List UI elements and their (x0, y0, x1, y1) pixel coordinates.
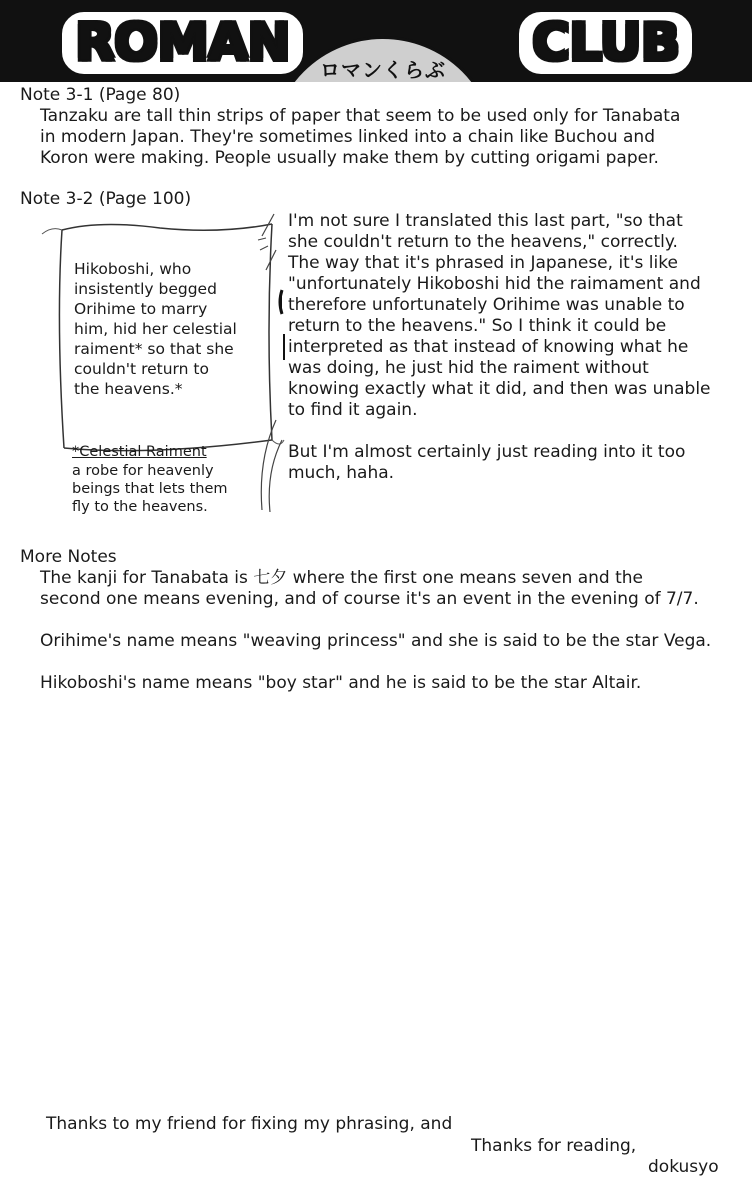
footnote-line: fly to the heavens. (72, 499, 208, 515)
note2-body-line: return to the heavens." So I think it could be (288, 316, 667, 336)
closing-line: Thanks to my friend for fixing my phrasing, and (46, 1114, 453, 1134)
more-notes-line: Hikoboshi's name means "boy star" and he is said to be the star Altair. (40, 673, 642, 693)
note2-body-line: to find it again. (288, 400, 418, 420)
banner-subtitle: ロマンくらぶ (320, 58, 446, 82)
note2-body-line: The way that it's phrased in Japanese, it's like (288, 253, 678, 273)
scroll-line: insistently begged (74, 280, 217, 298)
logo-club: CLUB (519, 12, 692, 74)
more-notes-line: The kanji for Tanabata is 七夕 where the first one means seven and the (40, 568, 644, 588)
note2-body-line: I'm not sure I translated this last part, "so that (288, 211, 683, 231)
note1-heading: Note 3-1 (Page 80) (20, 85, 181, 105)
scroll-line: couldn't return to (74, 360, 209, 378)
note2-body-line: knowing exactly what it did, and then was unable (288, 379, 711, 399)
footnote-line: beings that lets them (72, 481, 228, 497)
signature: dokusyo (648, 1157, 719, 1177)
scroll-line: raiment* so that she (74, 340, 234, 358)
note2-body-line: she couldn't return to the heavens," correctly. (288, 232, 678, 252)
closing-line: Thanks for reading, (471, 1136, 637, 1156)
note2-body2-line: But I'm almost certainly just reading into it too (288, 442, 686, 462)
note2-body-line: was doing, he just hid the raiment without (288, 358, 649, 378)
more-notes-line: Orihime's name means "weaving princess" and she is said to be the star Vega. (40, 631, 712, 651)
footnote-line: a robe for heavenly (72, 463, 214, 479)
scroll-line: him, hid her celestial (74, 320, 237, 338)
note1-line: in modern Japan. They're sometimes linked into a chain like Buchou and (40, 127, 655, 147)
note1-line: Tanzaku are tall thin strips of paper that seem to be used only for Tanabata (40, 106, 681, 126)
scroll-line: Hikoboshi, who (74, 260, 192, 278)
scroll-line: the heavens.* (74, 380, 183, 398)
note1-line: Koron were making. People usually make them by cutting origami paper. (40, 148, 659, 168)
more-notes-line: second one means evening, and of course it's an event in the evening of 7/7. (40, 589, 699, 609)
note2-heading: Note 3-2 (Page 100) (20, 189, 192, 209)
logo-roman: ROMAN (62, 12, 303, 74)
note2-body2-line: much, haha. (288, 463, 395, 483)
scroll-right-edge (256, 210, 286, 520)
footnote-title: *Celestial Raiment (72, 444, 207, 460)
note2-body-line: "unfortunately Hikoboshi hid the raimament and (288, 274, 701, 294)
note2-body-line: therefore unfortunately Orihime was unable to (288, 295, 685, 315)
more-notes-heading: More Notes (20, 547, 117, 567)
note2-body-line: interpreted as that instead of knowing what he (288, 337, 689, 357)
scroll-line: Orihime to marry (74, 300, 208, 318)
title-banner (0, 0, 752, 82)
